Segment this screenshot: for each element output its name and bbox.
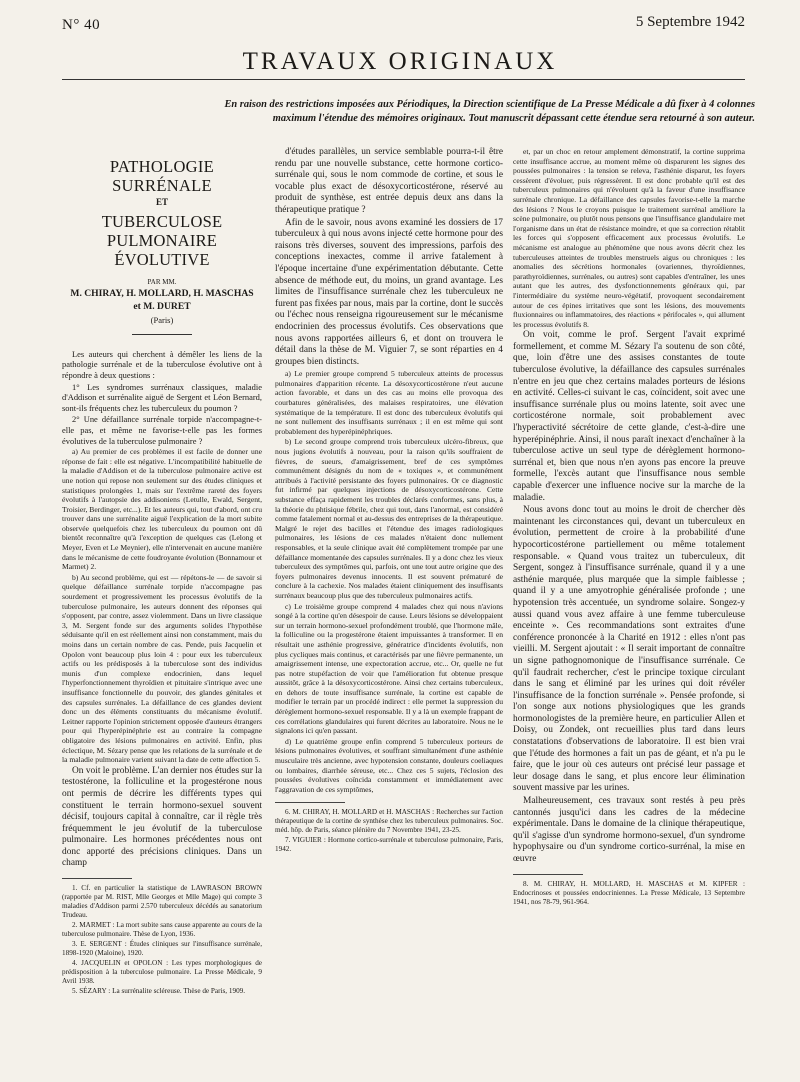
column-1 — [62, 147, 262, 1062]
paragraph: 2° Une défaillance surrénale torpide n'accompagne-t-elle pas, et même ne favorise-t-elle pas les formes évolutives de la tuberculose pulmonaire ? — [62, 414, 262, 446]
paragraph: d'études parallèles, un service semblable pourra-t-il être rendu par une nouvelle substance, cette hormone cortico-surrénale qui, sous le nom commode de cortine, et sous le vocable plus exact de désoxycorticostérone, réservé au produit de synthèse, est entrée depuis deux ans dans la thérapeutique pratique ? — [275, 147, 503, 215]
footnote: 5. SÉZARY : La surrénalite scléreuse. Thèse de Paris, 1909. — [72, 987, 246, 996]
authors-line2: et M. DURET — [133, 301, 191, 313]
author-city: (Paris) — [150, 315, 174, 326]
issue-number: N° 40 — [62, 17, 101, 33]
par-mm: PAR MM. — [147, 277, 177, 286]
footnote: 6. M. CHIRAY, H. MOLLARD et H. MASCHAS : Recherches sur l'action thérapeutique de la cortine de synthèse chez les tuberculeux pulmonaires. Soc. méd. hôp. de Paris, séance plénière du 7 Novembre 1941, 23-25. — [275, 808, 503, 835]
article-title-block — [62, 157, 262, 335]
paragraph: a) Le premier groupe comprend 5 tuberculeux atteints de processus pulmonaires d'apparition récente. La désoxycorticostérone n'eut aucune action favorable, et dans un des cas au moins elle provoqua des courbatures généralisées, des malaises respiratoires, une élévation systématique de la température. Il est donc des tuberculeux évolutifs qui ne sont nullement des insuffisants surrénaux ; il en est même qui sont probablement des hyperépinéphriques. — [275, 369, 503, 436]
paragraph: c) Le troisième groupe comprend 4 malades chez qui nous n'avions songé à la cortine qu'en désespoir de cause. Leurs lésions se développaient sur un terrain hormono-sexuel profondément troublé, que l'hormone mâle, la folliculine ou la progestérone étaient impuissantes à transformer. Il en résultait une asthénie progressive, génératrice d'incidents évolutifs, non plus cycliques mais continus, et caractérisés par une fièvre permanente, un amaigrissement intense, une expectoration accrue, etc... Or, quelle ne fut pas notre stupéfaction de voir que l'amélioration fut obtenue presque aussitôt, grâce à la désoxycorticostérone. Ainsi chez certains tuberculeux, en dehors de toute insuffisance surrénale, la cortine est capable de modifier le terrain par un procédé indirect : elle permet la suppression du dérèglement hormono-sexuel responsable. Il y a là un exemple frappant de ces corrélations glandulaires qui furent décrites au laboratoire. Nous ne le signalons ici qu'en passant. — [275, 601, 503, 736]
issue-date: 5 Septembre 1942 — [635, 14, 745, 30]
title-rule — [132, 334, 192, 335]
paragraph: et, par un choc en retour amplement démonstratif, la cortine supprima cette insuffisance accrue, au moment même où disparurent les signes des poussées pulmonaires : la tension se releva, l'asthénie disparut, les foyers cessèrent d'évoluer, puis régressèrent. Il est donc probable qu'il est des tuberculeux pulmonaires qui n'évoluent qu'à la faveur d'une insuffisance surrénale chronique. La défaillance des capsules favorise-t-elle la marche des lésions ? Nous le croyons puisque le traitement surrénal améliore la scène pulmonaire, ou plutôt nous pensons que l'insuffisance glandulaire met l'organisme dans un état de résistance moindre, et que sa correction rétablit les forces qui s'opposent efficacement aux processus évolutifs. Le mécanisme est analogue au phénomène que nous avons décrit chez les tuberculeuses atteintes de troubles menstruels aigus ou chroniques : les anomalies des sécrétions hormonales (ovariennes, thyroïdiennes, parathyroïdiennes, surrénales, ou autres) sont capables d'entraîner, les unes autant que les autres, des dysfonctionnements généraux qui, par l'intermédiaire du système neuro-végétatif, provoquent secondairement autour de ces épines irritatives que sont les lésions, des mouvements fluxionnaires ou inflammatoires, des réactions « périfocales », qui allument les processus évolutifs 8. — [513, 147, 745, 329]
paragraph: Les auteurs qui cherchent à démêler les liens de la pathologie surrénale et de la tuberculose évolutive ont à répondre à deux questions : — [62, 348, 262, 380]
footnote-rule — [275, 802, 345, 803]
footnote: 4. JACQUELIN et OPOLON : Les types morphologiques de prédisposition à la tuberculose pulmonaire. La Presse Médicale, 9 Avril 1938. — [62, 959, 262, 986]
paragraph: Afin de le savoir, nous avons examiné les dossiers de 17 tuberculeux à qui nous avons injecté cette hormone pour des raisons très diverses, souvent des impressions, parfois des conceptions inexactes, comme il arrive fatalement à l'époque incertaine d'une expérimentation débutante. Cette absence de méthode eut, du moins, un grand avantage. Les limites de l'insuffisance surrénale chez les tuberculeux ne furent pas fixées par nous, mais par la cortine, dont le succès ou l'échec nous renseigna rigoureusement sur le mécanisme endocrinien des processus évolutifs. Ces observations que nous avons rapportées ailleurs 6, et dont on trouvera le détail dans la thèse de M. Viguier 7, se sont réparties en 4 groupes bien distincts. — [275, 217, 503, 367]
paragraph: b) Au second problème, qui est — répétons-le — de savoir si quelque défaillance surrénale torpide n'accompagne pas sourdement et progressivement les processus évolutifs de la tuberculose pulmonaire, les auteurs donnent des réponses qui s'opposent, par contre, assez violemment. Dans un livre classique 3, M. Sergent fonde sur des arguments solides l'hypothèse séduisante qu'il en est réellement ainsi non constamment, mais du moins dans un certain nombre de cas. Pende, puis Jacquelin et Opolon vont beaucoup plus loin 4 : pour eux les tuberculeux actifs ou les prédisposés à la tuberculose sont des individus munis d'un complexe endocrinien, dans lequel l'hyperfonctionnement thyroïdien et pituitaire s'intrique avec une insuffisance fonctionnelle du pouvoir, des glandes génitales et des capsules surrénales. La défaillance de ces glandes devient donc un des éléments constituants du mécanisme évolutif. Leitner rapporte l'opinion strictement opposée d'auteurs étrangers pour qui l'hyperépinéphrie est au contraire la compagne obligatoire des lésions pulmonaires en activité. Enfin, plus éclectique, M. Sézary pense que les relations de la surrénale et de la maladie pulmonaire varient suivant la date de cette affection 5. — [62, 572, 262, 765]
paragraph: b) Le second groupe comprend trois tuberculeux ulcéro-fibreux, que nous jugions évolutifs à nouveau, pour la raison qu'ils souffraient de fièvres, de sueurs, d'amaigrissement, bref de ces symptômes communément désignés du nom de « toxiques », et communément attribués à l'activité persistante des foyers pulmonaires. Or ce diagnostic fut infirmé par quelques injections de désoxycorticostérone. Cette substance effaça rapidement les troubles déclarés conformes, sans plus, à la théorie du phtisique fébrile, chez qui tout, dans l'anormal, est considéré comme fatalement normal et au-dessus des entreprises de la thérapeutique. Malgré le rejet des bacilles et l'étendue des images radiologiques pulmonaires, les lésions de ces malades n'étaient donc nullement responsables, et la seule clinique avait été complètement trompée par une défaillance momentanée des capsules surrénales. Il y a donc chez les vieux tuberculeux des symptômes qui, parfois, ont une tout autre origine que des foyers pulmonaires devenus innocents. Il est souvent prématuré de conclure à la cachexie. Nos malades étaient cliniquement des insuffisants surrénaux beaucoup plus que des tuberculeux pulmonaires actifs. — [275, 437, 503, 600]
article-title-line1: PATHOLOGIE SURRÉNALE — [109, 157, 215, 195]
authors-line1: M. CHIRAY, H. MOLLARD, H. MASCHAS — [70, 288, 254, 300]
section-title: TRAVAUX ORIGINAUX — [242, 48, 558, 75]
paragraph: On voit, comme le prof. Sergent l'avait exprimé formellement, et comme M. Sézary l'a soutenu de son côté, que, loin d'être une des assises constantes de toute tuberculose évolutive, la défaillance des capsules surrénales n'entre en jeu que chez certains malades porteurs de lésions en activité. Celles-ci suivant le cas, coïncident, soit avec une insuffisance surrénale plus ou moins latente, soit avec une corticostérone normale, soit probablement avec l'hyperactivité sécrétoire de cette glande, c'est-à-dire une hyperépinéphrie. Ainsi, il nous paraît inexact d'enchaîner à la tuberculose active un seul type de dérèglement hormono-surrénal et, bien que nous n'en ayons pas encore la preuve formelle, l'excès autant que l'insuffisance nous semble capable d'exercer une influence nocive sur la marche de la maladie. — [513, 330, 745, 503]
paragraph: Malheureusement, ces travaux sont restés à peu près cantonnés jusqu'ici dans les cadres de la médecine expérimentale. Dans le domaine de la clinique thérapeutique, qu'il s'agisse d'un syndrome hormono-sexuel, d'un syndrome hypophysaire ou d'un syndrome cortico-surrénal, la mise en œuvre — [513, 796, 745, 864]
header-rule — [62, 79, 745, 80]
footnote-rule — [62, 878, 132, 879]
column-2 — [275, 147, 503, 1072]
footnote: 3. E. SERGENT : Études cliniques sur l'insuffisance surrénale, 1898-1920 (Maloine), 1920. — [62, 940, 262, 958]
footnote: 7. VIGUIER : Hormone cortico-surrénale et tuberculose pulmonaire, Paris, 1942. — [275, 836, 503, 854]
editorial-notice: En raison des restrictions imposées aux Périodiques, la Direction scientifique de La Presse Médicale a dû fixer à 4 colonnes maximum l'étendue des mémoires originaux. Tout manuscrit dépassant cette étendue sera retourné à son auteur. — [224, 99, 755, 124]
paragraph: a) Au premier de ces problèmes il est facile de donner une réponse de fait : elle est négative. L'incompatibilité habituelle de la maladie d'Addison et de la tuberculose pulmonaire active est une notion qui repose non seulement sur des études cliniques et statistiques prolongées 1, mais sur l'extrême rareté des foyers évolutifs à l'autopsie des addisoniens (Letulle, Ewald, Sergent, Troisier, Berdinger, etc...). Et les auteurs qui, tout d'abord, ont cru trouver dans une surrénalite aiguë l'explication de la mort subite observée quelquefois chez les tuberculeux du poumon ont dû bientôt reconnaître qu'à l'exception de quelques cas (Lelong et Meyer, Even et Le Meynier), elle n'intervenait en aucune manière dans le mécanisme de cette foudroyante évolution (Bonnamour et Marmet) 2. — [62, 447, 262, 572]
footnote: 1. Cf. en particulier la statistique de LAWRASON BROWN (rapportée par M. RIST, Mlle Georges et Mlle Mage) qui compte 3 maladies d'Addison parmi 2.570 tuberculeux décédés au sanatorium Trudeau. — [62, 884, 262, 920]
footnote: 8. M. CHIRAY, H. MOLLARD, H. MASCHAS et M. KIPFER : Endocrinoses et poussées endocriniennes. La Presse Médicale, 13 Septembre 1941, nos 78-79, 961-964. — [513, 879, 745, 906]
paragraph: Nous avons donc tout au moins le droit de chercher dès maintenant les circonstances qui, devant un tuberculeux en évolution, permettent de croire à la probabilité d'une hypocorticostérone partiellement ou même totalement responsable. « Quand vous traitez un tuberculeux, dit Sergent, songez à l'insuffisance surrénale, quand il y a une asthénie marquée, plus marquée que la simple faiblesse ; quand il y a une amyotrophie généralisée profonde ; une hypotension très accentuée, un syndrome solaire. Songez-y aussi quand vous avez affaire à une femme tuberculeuse enceinte ». Ces recommandations sont extraites d'une conférence prononcée à la Charité en 1912 : elles n'ont pas vieilli. M. Sergent ajoutait : « Il serait important de connaître un signe pathognomonique de l'insuffisance surrénale. Ce qu'il faudrait rechercher, c'est le principe toxique circulant dans le sang et éliminé par les urines qui doit révéler l'insuffisance de la fonction surrénale ». Pensée profonde, si l'on songe aux notions physiologiques que les grands hormonologistes de la première heure, en particulier Allen et Doisy, ou Zondek, ont recueillies plus tard dans leurs constatations d'observations de laboratoire. Il est bien vrai que l'étude des hormones a fait un pas de géant, et n'a pu le faire, que le jour où ces auteurs ont précisé leur passage et leur dosage dans le sang, et plus encore leur élimination souvent massive par les urines. — [513, 505, 745, 794]
article-title-line2: TUBERCULOSE PULMONAIRE ÉVOLUTIVE — [101, 211, 223, 269]
column-3 — [513, 147, 745, 1072]
paragraph: d) Le quatrième groupe enfin comprend 5 tuberculeux porteurs de lésions pulmonaires évolutives, et souffrant simultanément d'une asthénie musculaire très ancienne, avec hypotension constante, douleurs coeliaques ou lombaires, diarrhée séreuse, etc... Chez ces 5 sujets, l'éclosion des poussées évolutives coïncida constamment et immédiatement avec l'aggravation de ces symptômes, — [275, 736, 503, 794]
paragraph: On voit le problème. L'an dernier nos études sur la testostérone, la folliculine et la progestérone nous ont permis de décrire les différents types qui constituent le terrain hormono-sexuel souvent décisif, toujours capital à connaître, car il règle très fréquemment le jeu évolutif de la tuberculose pulmonaire. Les hormones précédentes nous ont donc apporté des précisions cliniques. Dans un champ — [62, 765, 262, 869]
article-title-et: ET — [155, 197, 168, 207]
footnote: 2. MARMET : La mort subite sans cause apparente au cours de la tuberculose pulmonaire. Thèse de Lyon, 1936. — [62, 921, 262, 939]
footnote-rule — [513, 874, 583, 875]
paragraph: 1° Les syndromes surrénaux classiques, maladie d'Addison et surrénalite aiguë de Sergent et Léon Bernard, sont-ils fréquents chez les tuberculeux du poumon ? — [62, 381, 262, 413]
